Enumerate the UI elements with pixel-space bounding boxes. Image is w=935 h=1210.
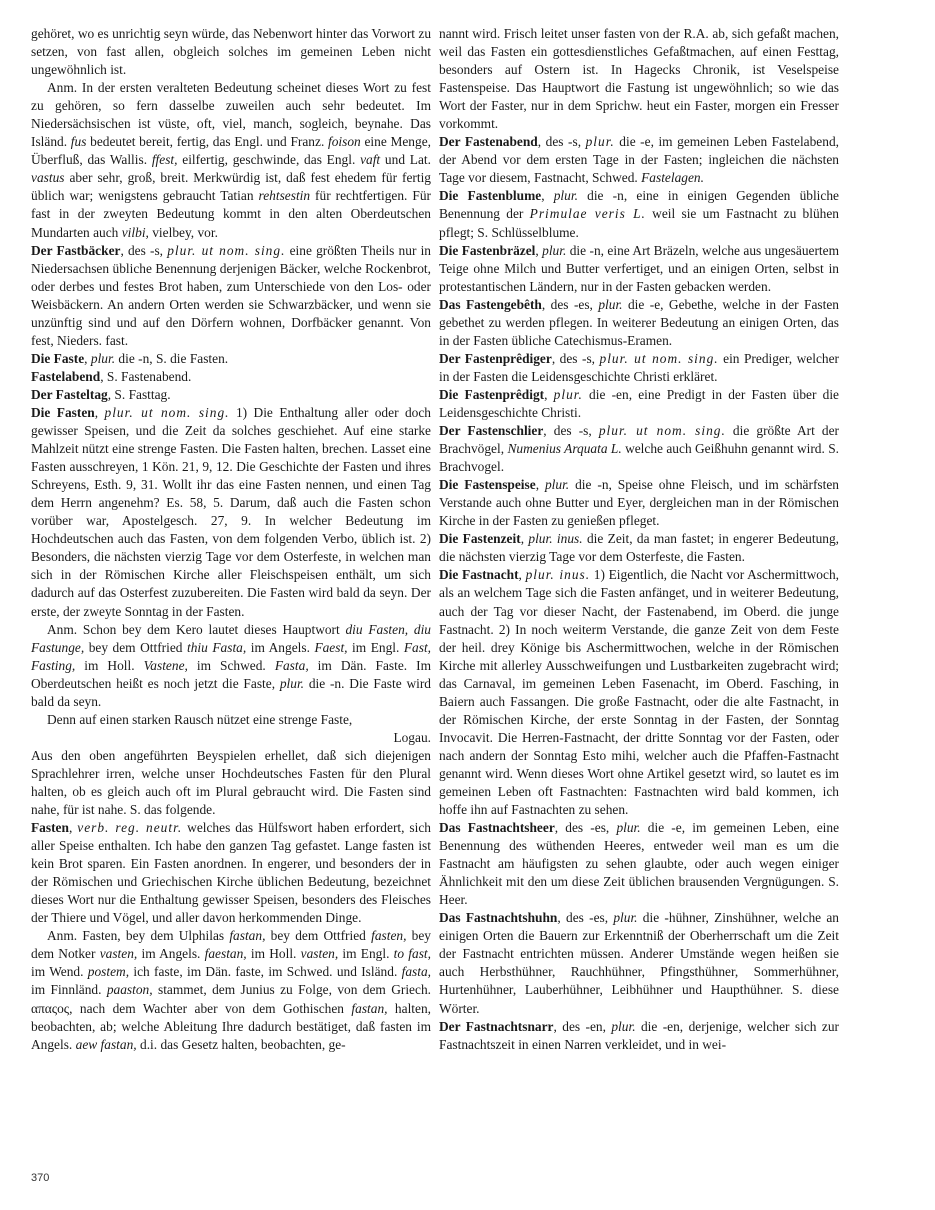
note-paragraph: Aus den oben angeführten Beyspielen erhellet, daß sich diejenigen Sprachlehrer irren, welche unser Hochdeutsches Fasten für den Plural halten, ob es gleich auch oft im Plural gebraucht wird. Die Fasten sind nahe, für ist nahe. S. das folgende. bbox=[31, 747, 431, 818]
right-column bbox=[439, 25, 839, 1054]
annotation-paragraph: Anm. In der ersten veralteten Bedeutung scheinet dieses Wort zu fest zu gehören, so fern dasselbe zuweilen auch sehr bedeutet. Im Niedersächsischen ist vüste, oft, viel, manch, sogleich, beynahe. Das Isländ. fus bedeutet bereit, fertig, das Engl. und Franz. foison eine Menge, Überfluß, das Wallis. ffest, eilfertig, geschwinde, das Engl. vaft und Lat. vastus aber sehr, groß, breit. Merkwürdig ist, daß fest ehedem für fertig üblich war; wenigstens gebraucht Tatian rehtsestin für rechtfertigen. Für fast in der zweyten Bedeutung kommt in den alten Oberdeutschen Mundarten auch vilbi, vielbey, vor. bbox=[31, 80, 431, 240]
entry-continuation: nannt wird. Frisch leitet unser fasten von der R.A. ab, sich gefaßt machen, weil das Fasten ein gottesdienstliches Gefaßtmachen, auf einen Festtag, besonders auf Ostern ist. In Hagecks Chronik, ist Veselspeise Fastenspeise. Das Hauptwort die Fastung ist ungewöhnlich; so wie das Wort der Faster, nur in dem Sprichw. heut ein Faster, morgen ein Fresser vorkommt. bbox=[439, 26, 839, 132]
annotation-paragraph: Anm. Fasten, bey dem Ulphilas fastan, bey dem Ottfried fasten, bey dem Notker vasten, im Angels. faestan, im Holl. vasten, im Engl. to fast, im Wend. postem, ich faste, im Dän. faste, im Schwed. und Isländ. fasta, im Finnländ. paaston, stammet, dem Junius zu Folge, von dem Griech. απαςος, nach dem Wachter aber von dem Gothischen fastan, halten, beobachten, ab; welche Ableitung Ihre dadurch bestätiget, daß fasten im Angels. aew fastan, d.i. das Gesetz halten, beobachten, ge- bbox=[31, 928, 431, 1052]
entry-fastenblume: Die Fastenblume, plur. die -n, eine in einigen Gegenden übliche Benennung der Primulae veris L. weil sie um Fastnacht zu blühen pflegt; S. Schlüsselblume. bbox=[439, 188, 839, 240]
entry-fastenspeise: Die Fastenspeise, plur. die -n, Speise ohne Fleisch, und im schärfsten Verstande auch ohne Butter und Eyer, dergleichen man in der Römischen Kirche in der Fasten zu genießen pfleget. bbox=[439, 477, 839, 529]
entry-fastnacht: Die Fastnacht, plur. inus. 1) Eigentlich, die Nacht vor Aschermittwoch, als an welchem Tage sich die Fasten anfänget, und in weiterer Bedeutung, auch der Tag vor dieser Nacht, der Fastenabend, im Oberd. die junge Fastnacht. 2) In noch weiterm Verstande, die ganze Zeit von dem Feste der heil. drey Könige bis Aschermittwochen, welche in der Römischen Kirche mit allerley Ausschweifungen und Lustbarkeiten zugebracht wird; das Carnaval, im gemeinen Leben Fasenacht, im Oberd. Fasching, in Baiern auch Fassangen. Die große Fastnacht, oder die alte Fastnacht, in der Römischen Kirche, der erste Sonntag in der Fasten, der Sonntag Invocavit. Die Herren-Fastnacht, der dritte Sonntag vor der Fasten, oder nach andern der Sonntag Esto mihi, welcher auch die Pfaffen-Fastnacht genannt wird. Wenn dieses Wort ohne Artikel gesetzt wird, so lautet es im gemeinen Leben oft Fastnachten: Fastnachten wird bald kommen, ich hoffe ihn auf Fastnachten zu sehen. bbox=[439, 567, 839, 818]
quote-source: Logau. bbox=[393, 729, 431, 745]
headword: Das Fastengebêth bbox=[439, 296, 542, 312]
entry-fastnachtsnarr: Der Fastnachtsnarr, des -en, plur. die -en, derjenige, welcher sich zur Fastnachtszeit in einen Narren verkleidet, und in wei- bbox=[439, 1018, 839, 1052]
entry-fastelabend: Fastelabend, S. Fastenabend. bbox=[31, 368, 192, 384]
headword: Der Fastbäcker bbox=[31, 242, 121, 258]
headword: Die Fastenbräzel bbox=[439, 242, 536, 258]
headword: Die Faste bbox=[31, 350, 85, 366]
quote-line: Denn auf einen starken Rausch nützet eine strenge Faste, bbox=[47, 711, 353, 727]
entry-fastenabend: Der Fastenabend, des -s, plur. die -e, im gemeinen Leben Fastelabend, der Abend vor dem ersten Tage in der Fasten; ingleichen die nächsten Tage vor diesem, Fastnacht, Schwed. Fastelagen. bbox=[439, 134, 839, 186]
headword: Die Fastenprêdigt bbox=[439, 386, 545, 402]
page-number: 370 bbox=[31, 1172, 50, 1184]
left-column bbox=[31, 25, 431, 1054]
headword: Die Fastenspeise bbox=[439, 477, 536, 493]
entry-fastenbraezel: Die Fastenbräzel, plur. die -n, eine Art Bräzeln, welche aus ungesäuertem Teige ohne Milch und Butter verfertiget, und an einigen Orten, selbst in protestantischen Ländern, nur in der Fasten gebacken werden. bbox=[439, 242, 839, 294]
entry-fastenprediger: Der Fastenprêdiger, des -s, plur. ut nom. sing. ein Prediger, welcher in der Fasten die Leidensgeschichte Christi erkläret. bbox=[439, 350, 840, 384]
headword: Die Fastenblume bbox=[439, 188, 542, 204]
headword: Das Fastnachtsheer bbox=[439, 820, 555, 836]
headword: Die Fastnacht bbox=[439, 567, 519, 583]
annotation-paragraph: Anm. Schon bey dem Kero lautet dieses Hauptwort diu Fasten, diu Fastunge, bey dem Ottfried thiu Fasta, im Angels. Faest, im Engl. Fast, Fasting, im Holl. Vastene, im Schwed. Fasta, im Dän. Faste. Im Oberdeutschen heißt es noch jetzt die Faste, plur. die -n. Die Faste wird bald da seyn. bbox=[31, 621, 432, 709]
entry-faste: Die Faste, plur. die -n, S. die Fasten. bbox=[31, 350, 229, 366]
entry-fastenpredigt: Die Fastenprêdigt, plur. die -en, eine Predigt in der Fasten über die Leidensgeschichte Christi. bbox=[439, 386, 839, 420]
headword: Der Fasteltag bbox=[31, 386, 108, 402]
headword: Der Fastenprêdiger bbox=[439, 350, 552, 366]
entry-fastbaecker: Der Fastbäcker, des -s, plur. ut nom. sing. eine größten Theils nur in Niedersachsen übliche Benennung derjenigen Bäcker, welche Rockenbrot, oder derbes und festes Brot haben, zum Unterschiede von den Los- oder Weisbäckern. An andern Orten werden sie Schwarzbäcker, und wenn sie unzünftig sind und auf den Dörfern wohnen, Dorfbäcker genannt. Von fest, Nieders. fast. bbox=[31, 242, 431, 348]
headword: Die Fasten bbox=[31, 404, 95, 420]
headword: Die Fastenzeit bbox=[439, 531, 521, 547]
entry-fasten-verb: Fasten, verb. reg. neutr. welches das Hülfswort haben erfordert, sich aller Speise enthalten. Ich habe den ganzen Tag gefastet. Lange fasten ist kein Brot sparen. Ein Fasten anordnen. In engerer, und besonders der in der Römischen und Griechischen Kirche üblichen Bedeutung, bezeichnet dieses Wort nur die Enthaltung gewisser Speisen, besonders des Fleisches der Thiere und Vögel, und aller davon herkommenden Dinge. bbox=[31, 820, 432, 926]
headword: Fastelabend bbox=[31, 368, 101, 384]
entry-fastengebeth: Das Fastengebêth, des -es, plur. die -e, Gebethe, welche in der Fasten gebethet zu werden pflegen. In weiterer Bedeutung an einigen Orten, das in der Fasten übliche Catechismus-Eramen. bbox=[439, 296, 840, 348]
entry-fasten-noun: Die Fasten, plur. ut nom. sing. 1) Die Enthaltung aller oder doch gewisser Speisen, und die Zeit da solches geschiehet. Auf eine starke Mahlzeit nützt eine strenge Fasten. Die Fasten halten, brechen. Lasset eine Fasten ausschreyen, 1 Kön. 21, 9, 12. Die Geschichte der Fasten und ihres Schreyens, Esth. 9, 31. Wollt ihr das eine Fasten nennen, und einen Tag dem Herrn angenehm? Es. 58, 5. Darum, daß auch die Fasten schon vorüber war, Apostelgesch. 27, 9. In welcher Bedeutung im Hochdeutschen auch das Fasten, von dem folgenden Verbo, üblich ist. 2) Besonders, die nächsten vierzig Tage vor dem Osterfeste, in welchen man sich in der Römischen Kirche aller Fleischspeisen enthält, um sich dadurch auf das Osterfest zuzubereiten. Die Fasten wird bald da seyn. Der erste, der zweyte Sonntag in der Fasten. bbox=[31, 404, 431, 619]
entry-fastnachtsheer: Das Fastnachtsheer, des -es, plur. die -e, im gemeinen Leben, eine Benennung des wüthenden Heeres, entweder weil man es um die Fastnacht am häufigsten zu sehen glaubte, oder auch wegen einiger Ähnlichkeit mit den um diese Zeit üblichen brausenden Vergnügungen. S. Heer. bbox=[439, 820, 840, 908]
entry-fasteltag: Der Fasteltag, S. Fasttag. bbox=[31, 386, 171, 402]
entry-fastnachtshuhn: Das Fastnachtshuhn, des -es, plur. die -hühner, Zinshühner, welche an einigen Orten die Bauern zur Erkenntniß der Oberherrschaft um die Zeit der Fastnacht entrichten müssen. Anderer Umstände wegen heißen sie auch Herbsthühner, Rauchhühner, Pfingsthühner, Sommerhühner, Hurtenhühner, Lauberhühner, Leibhühner und Haupthühner. S. diese Wörter. bbox=[439, 910, 840, 1016]
headword: Der Fastenabend bbox=[439, 134, 538, 150]
entry-fastenzeit: Die Fastenzeit, plur. inus. die Zeit, da man fastet; in engerer Bedeutung, die nächsten vierzig Tage vor dem Osterfeste, die Fasten. bbox=[439, 531, 840, 565]
entry-continuation: gehöret, wo es unrichtig seyn würde, das Nebenwort hinter das Vorwort zu setzen, von fast allen, obgleich solches im gemeinen Leben nicht ungewöhnlich ist. bbox=[31, 26, 432, 78]
headword: Fasten bbox=[31, 820, 69, 836]
headword: Der Fastnachtsnarr bbox=[439, 1018, 554, 1034]
headword: Das Fastnachtshuhn bbox=[439, 910, 558, 926]
headword: Der Fastenschlier bbox=[439, 423, 544, 439]
entry-fastenschlier: Der Fastenschlier, des -s, plur. ut nom. sing. die größte Art der Brachvögel, Numenius Arquata L. welche auch Geißhuhn genannt wird. S. Brachvogel. bbox=[439, 423, 839, 475]
